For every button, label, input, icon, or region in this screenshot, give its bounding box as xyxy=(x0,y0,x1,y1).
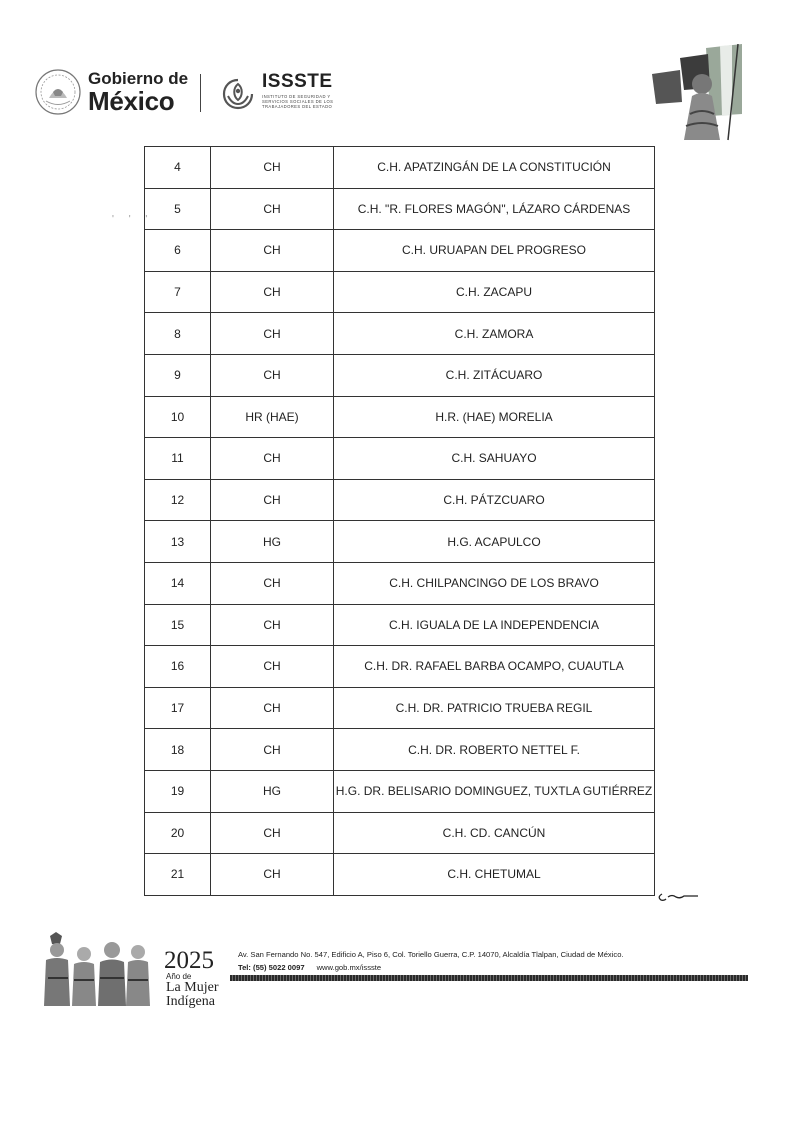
footer-website-link[interactable]: www.gob.mx/issste xyxy=(316,963,382,972)
unit-name-cell: C.H. CD. CANCÚN xyxy=(334,812,655,854)
unit-type-cell: HR (HAE) xyxy=(211,396,334,438)
unit-type-cell: CH xyxy=(211,687,334,729)
unit-name-cell: H.R. (HAE) MORELIA xyxy=(334,396,655,438)
table-row xyxy=(145,687,655,729)
footer-telephone: Tel: (55) 5022 0097 xyxy=(238,963,305,972)
unit-type-cell: CH xyxy=(211,729,334,771)
unit-type-cell: CH xyxy=(211,562,334,604)
unit-name-cell: C.H. CHETUMAL xyxy=(334,854,655,896)
row-number-cell: 12 xyxy=(145,479,211,521)
unit-name-cell: C.H. SAHUAYO xyxy=(334,438,655,480)
unit-type-cell: CH xyxy=(211,812,334,854)
unit-name-cell: C.H. ZITÁCUARO xyxy=(334,354,655,396)
unit-name-cell: C.H. DR. ROBERTO NETTEL F. xyxy=(334,729,655,771)
table-row xyxy=(145,479,655,521)
unit-name-cell: C.H. ZACAPU xyxy=(334,271,655,313)
footer-anio: Año de xyxy=(166,972,192,981)
row-number-cell: 17 xyxy=(145,687,211,729)
row-number-cell: 16 xyxy=(145,646,211,688)
table-row xyxy=(145,438,655,480)
unit-type-cell: CH xyxy=(211,854,334,896)
table-row xyxy=(145,396,655,438)
footer-divider-bar xyxy=(230,975,748,981)
row-number-cell: 21 xyxy=(145,854,211,896)
table-row xyxy=(145,354,655,396)
gobierno-line1: Gobierno de xyxy=(88,69,189,88)
row-number-cell: 7 xyxy=(145,271,211,313)
unit-type-cell: CH xyxy=(211,271,334,313)
indigenous-women-illustration xyxy=(40,930,160,1008)
row-number-cell: 19 xyxy=(145,770,211,812)
row-number-cell: 15 xyxy=(145,604,211,646)
unit-type-cell: CH xyxy=(211,230,334,272)
table-row xyxy=(145,854,655,896)
unit-type-cell: CH xyxy=(211,479,334,521)
table-row xyxy=(145,562,655,604)
unit-type-cell: HG xyxy=(211,770,334,812)
row-number-cell: 8 xyxy=(145,313,211,355)
footer-contact xyxy=(238,963,381,972)
unit-type-cell: CH xyxy=(211,147,334,189)
row-number-cell: 5 xyxy=(145,188,211,230)
scan-marks: ' ' ' xyxy=(112,214,154,225)
unit-name-cell: C.H. DR. RAFAEL BARBA OCAMPO, CUAUTLA xyxy=(334,646,655,688)
table-row xyxy=(145,729,655,771)
woman-with-flag-illustration xyxy=(650,44,746,142)
unit-name-cell: C.H. APATZINGÁN DE LA CONSTITUCIÓN xyxy=(334,147,655,189)
handwritten-initial xyxy=(656,888,700,904)
issste-emblem-icon xyxy=(218,74,258,112)
logo-divider xyxy=(200,74,201,112)
table-row xyxy=(145,271,655,313)
unit-type-cell: CH xyxy=(211,604,334,646)
unit-type-cell: CH xyxy=(211,188,334,230)
footer-address: Av. San Fernando No. 547, Edificio A, Piso 6, Col. Toriello Guerra, C.P. 14070, Alcaldía Tlalpan, Ciudad de México. xyxy=(238,950,624,959)
table-row xyxy=(145,230,655,272)
row-number-cell: 4 xyxy=(145,147,211,189)
table-row xyxy=(145,313,655,355)
unit-name-cell: C.H. URUAPAN DEL PROGRESO xyxy=(334,230,655,272)
gobierno-line2: México xyxy=(88,86,175,116)
gobierno-de-mexico-logo xyxy=(88,70,188,114)
unit-type-cell: CH xyxy=(211,646,334,688)
row-number-cell: 11 xyxy=(145,438,211,480)
table-row xyxy=(145,812,655,854)
unit-name-cell: H.G. DR. BELISARIO DOMINGUEZ, TUXTLA GUTIÉRREZ xyxy=(334,770,655,812)
unit-type-cell: CH xyxy=(211,438,334,480)
unit-name-cell: H.G. ACAPULCO xyxy=(334,521,655,563)
footer-indigena: Indígena xyxy=(166,994,215,1009)
row-number-cell: 13 xyxy=(145,521,211,563)
unit-type-cell: HG xyxy=(211,521,334,563)
row-number-cell: 9 xyxy=(145,354,211,396)
row-number-cell: 6 xyxy=(145,230,211,272)
unit-type-cell: CH xyxy=(211,313,334,355)
page-header xyxy=(0,0,800,140)
mexico-seal-icon xyxy=(34,68,82,116)
table-row xyxy=(145,646,655,688)
row-number-cell: 20 xyxy=(145,812,211,854)
table-row xyxy=(145,188,655,230)
unit-name-cell: C.H. IGUALA DE LA INDEPENDENCIA xyxy=(334,604,655,646)
row-number-cell: 18 xyxy=(145,729,211,771)
table-row xyxy=(145,147,655,189)
table-row xyxy=(145,521,655,563)
issste-subtitle: INSTITUTO DE SEGURIDAD Y SERVICIOS SOCIALES DE LOS TRABAJADORES DEL ESTADO xyxy=(262,94,334,109)
row-number-cell: 10 xyxy=(145,396,211,438)
unit-name-cell: C.H. ZAMORA xyxy=(334,313,655,355)
table-row xyxy=(145,770,655,812)
unit-type-cell: CH xyxy=(211,354,334,396)
unit-name-cell: C.H. DR. PATRICIO TRUEBA REGIL xyxy=(334,687,655,729)
footer-year: 2025 xyxy=(164,947,214,974)
row-number-cell: 14 xyxy=(145,562,211,604)
unit-name-cell: C.H. PÁTZCUARO xyxy=(334,479,655,521)
issste-name: ISSSTE xyxy=(262,71,333,92)
unit-name-cell: C.H. "R. FLORES MAGÓN", LÁZARO CÁRDENAS xyxy=(334,188,655,230)
unit-name-cell: C.H. CHILPANCINGO DE LOS BRAVO xyxy=(334,562,655,604)
hospital-table xyxy=(144,146,655,896)
table-row xyxy=(145,604,655,646)
footer-mujer: La Mujer xyxy=(166,980,219,995)
